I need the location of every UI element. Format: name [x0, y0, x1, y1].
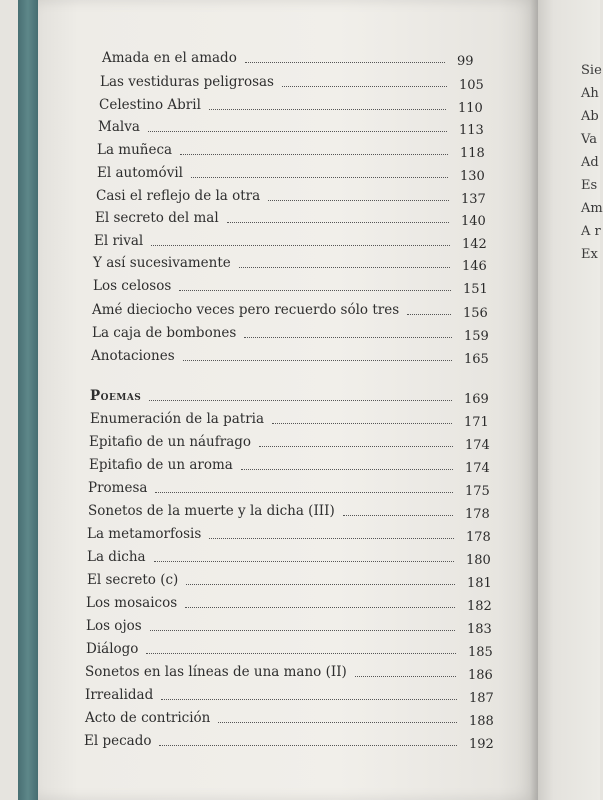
entry-page-number: 178: [466, 530, 491, 545]
entry-page-number: 146: [462, 259, 487, 274]
entry-title: Promesa: [88, 480, 148, 496]
toc-entry: [38, 431, 538, 453]
dot-leader: [268, 198, 449, 201]
toc-entry: [38, 139, 538, 161]
entry-page-number: 174: [465, 438, 490, 453]
entry-title: El rival: [94, 233, 144, 249]
entry-page-number: 178: [465, 507, 490, 522]
entry-page-number: 105: [459, 78, 484, 93]
entry-title: Amada en el amado: [102, 50, 237, 66]
right-page-line: Sie: [581, 63, 602, 78]
dot-leader: [191, 175, 448, 178]
right-page-line: Ab: [581, 109, 599, 124]
entry-title: Sonetos de la muerte y la dicha (III): [88, 503, 335, 519]
entry-page-number: 151: [463, 282, 488, 297]
right-page-line: Va: [581, 132, 597, 147]
dot-leader: [239, 265, 450, 268]
toc-entry: [38, 252, 538, 274]
dot-leader: [244, 335, 452, 338]
toc-entry: [38, 707, 538, 729]
entry-title: El secreto (c): [87, 572, 179, 588]
toc-entry: [38, 322, 538, 344]
toc-entry: [38, 500, 538, 522]
toc-entry: [38, 684, 538, 706]
dot-leader: [149, 398, 452, 401]
dot-leader: [186, 582, 455, 585]
right-page-line: Am: [581, 201, 603, 216]
dot-leader: [161, 697, 457, 700]
dot-leader: [241, 467, 453, 470]
entry-title: Epitafio de un náufrago: [89, 434, 252, 450]
dot-leader: [180, 152, 448, 155]
entry-page-number: 159: [464, 329, 489, 344]
entry-page-number: 171: [464, 415, 489, 430]
entry-title: Amé dieciocho veces pero recuerdo sólo tres: [92, 302, 400, 318]
entry-title: Irrealidad: [85, 687, 154, 703]
dot-leader: [148, 129, 447, 132]
right-page-line: Ex: [581, 247, 598, 262]
toc-entry: [38, 345, 538, 367]
toc-entry: [38, 47, 538, 69]
dot-leader: [146, 651, 456, 654]
entry-page-number: 187: [469, 691, 494, 706]
entry-page-number: 169: [464, 392, 489, 407]
entry-title: El secreto del mal: [95, 210, 219, 226]
dot-leader: [245, 60, 445, 63]
dot-leader: [209, 536, 454, 539]
entry-title: Anotaciones: [91, 348, 175, 364]
dot-leader: [227, 220, 449, 223]
entry-page-number: 142: [462, 237, 487, 252]
entry-title: Celestino Abril: [99, 97, 201, 113]
entry-title: Y así sucesivamente: [93, 255, 231, 271]
toc-entry: [38, 592, 538, 614]
entry-page-number: 130: [460, 169, 485, 184]
toc-entry: [38, 299, 538, 321]
toc-entry: [38, 230, 538, 252]
toc-entry: [38, 94, 538, 116]
right-page-line: A r: [581, 224, 601, 239]
toc-entry: [38, 661, 538, 683]
dot-leader: [183, 358, 452, 361]
entry-page-number: 185: [468, 645, 493, 660]
entry-page-number: 186: [468, 668, 493, 683]
toc-entry: [38, 638, 538, 660]
left-page: [38, 0, 538, 800]
dot-leader: [155, 490, 453, 493]
entry-title: El automóvil: [97, 165, 183, 181]
dot-leader: [343, 513, 453, 516]
entry-title: Malva: [98, 119, 140, 135]
entry-title: Los ojos: [86, 618, 142, 634]
toc-entry: [38, 454, 538, 476]
toc-entry: [38, 546, 538, 568]
entry-page-number: 192: [469, 737, 494, 752]
dot-leader: [179, 288, 451, 291]
entry-page-number: 156: [463, 306, 488, 321]
dot-leader: [154, 559, 454, 562]
entry-title: Los mosaicos: [86, 595, 178, 611]
entry-title: Epitafio de un aroma: [89, 457, 233, 473]
entry-title: Casi el reflejo de la otra: [96, 188, 261, 204]
entry-page-number: 181: [467, 576, 492, 591]
right-page-line: Ad: [581, 155, 599, 170]
dot-leader: [407, 312, 451, 315]
dot-leader: [218, 720, 457, 723]
entry-page-number: 137: [461, 192, 486, 207]
entry-page-number: 110: [458, 101, 483, 116]
dot-leader: [150, 628, 455, 631]
entry-page-number: 180: [466, 553, 491, 568]
entry-title: Sonetos en las líneas de una mano (II): [85, 664, 347, 680]
toc-entry: [38, 185, 538, 207]
entry-title: Las vestiduras peligrosas: [100, 74, 274, 90]
entry-title: La metamorfosis: [87, 526, 202, 542]
entry-title: La dicha: [87, 549, 146, 565]
entry-page-number: 113: [459, 123, 484, 138]
toc-entry: [38, 275, 538, 297]
toc-entry: [38, 408, 538, 430]
toc-entry: [38, 162, 538, 184]
toc-entry: [38, 71, 538, 93]
dot-leader: [355, 674, 456, 677]
entry-page-number: 99: [457, 54, 474, 69]
section-title: Poemas: [90, 388, 142, 404]
book-cover-edge: [18, 0, 40, 800]
entry-page-number: 140: [461, 214, 486, 229]
entry-page-number: 175: [465, 484, 490, 499]
entry-page-number: 182: [467, 599, 492, 614]
entry-page-number: 183: [467, 622, 492, 637]
toc-section-header: [38, 385, 538, 407]
dot-leader: [272, 421, 452, 424]
toc-entry: [38, 523, 538, 545]
right-page-line: Ah: [581, 86, 599, 101]
entry-title: Acto de contrición: [85, 710, 211, 726]
entry-title: La muñeca: [97, 142, 173, 158]
toc-entry: [38, 730, 538, 752]
entry-title: Los celosos: [93, 278, 172, 294]
dot-leader: [259, 444, 453, 447]
entry-page-number: 165: [464, 352, 489, 367]
entry-title: Enumeración de la patria: [90, 411, 265, 427]
right-page-line: Es: [581, 178, 598, 193]
toc-entry: [38, 615, 538, 637]
entry-page-number: 188: [469, 714, 494, 729]
dot-leader: [151, 243, 450, 246]
entry-title: El pecado: [84, 733, 152, 749]
entry-title: Diálogo: [86, 641, 139, 657]
entry-page-number: 118: [460, 146, 485, 161]
toc-entry: [38, 116, 538, 138]
toc-entry: [38, 207, 538, 229]
dot-leader: [159, 743, 457, 746]
toc-entry: [38, 569, 538, 591]
toc-entry: [38, 477, 538, 499]
entry-title: La caja de bombones: [92, 325, 237, 341]
entry-page-number: 174: [465, 461, 490, 476]
dot-leader: [185, 605, 455, 608]
dot-leader: [209, 107, 446, 110]
dot-leader: [282, 84, 447, 87]
